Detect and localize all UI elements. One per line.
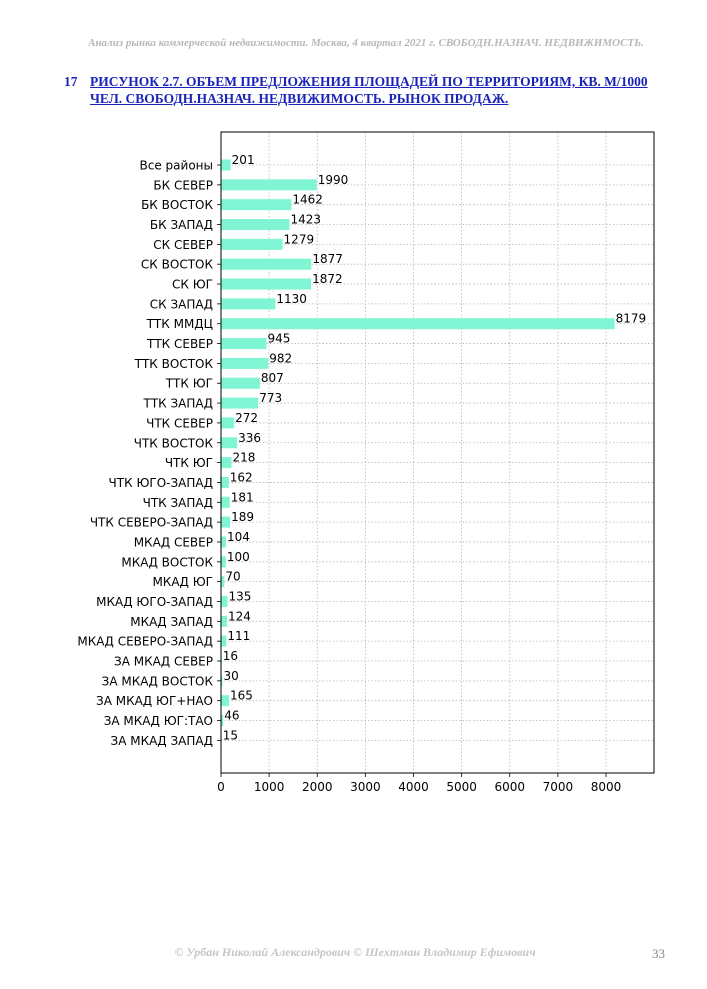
category-label: ЧТК ЮГ (164, 456, 213, 471)
category-label: СК ЗАПАД (149, 297, 213, 312)
bar-value-label: 1130 (276, 291, 307, 306)
x-tick-label: 1000 (253, 780, 285, 794)
bar (221, 318, 615, 329)
bar (221, 279, 311, 290)
category-label: ЗА МКАД ЮГ:ТАО (103, 714, 213, 729)
bar-value-label: 111 (227, 629, 251, 644)
x-tick-label: 0 (217, 780, 225, 794)
x-tick-label: 7000 (542, 780, 574, 794)
bar-value-label: 1279 (283, 232, 315, 247)
bar (221, 179, 317, 190)
category-label: ЗА МКАД ЗАПАД (110, 733, 213, 748)
bar (221, 477, 229, 488)
x-tick-label: 6000 (494, 780, 526, 794)
category-label: СК СЕВЕР (153, 237, 213, 252)
bar (221, 636, 226, 647)
figure-title: РИСУНОК 2.7. ОБЪЕМ ПРЕДЛОЖЕНИЯ ПЛОЩАДЕЙ ПО ТЕРРИТОРИЯМ, КВ. М/1000 ЧЕЛ. СВОБОДН.НАЗНАЧ. НЕДВИЖИМОСТЬ. РЫНОК ПРОДАЖ. (90, 74, 648, 106)
bar (221, 695, 229, 706)
category-label: ЧТК ЮГО-ЗАПАД (108, 475, 213, 490)
category-label: БК ЗАПАД (149, 218, 213, 233)
bar (221, 298, 275, 309)
bar (221, 517, 230, 528)
bar (221, 556, 226, 567)
bar-value-label: 201 (231, 153, 255, 167)
bar (221, 160, 231, 171)
x-tick-label: 3000 (350, 780, 381, 794)
footer-authors: © Урбан Николай Александрович © Шехтман Владимир Ефимович (174, 945, 536, 959)
bar-value-label: 1423 (290, 212, 322, 227)
bar (221, 219, 289, 230)
bar (221, 536, 226, 547)
category-label: МКАД СЕВЕРО-ЗАПАД (77, 634, 213, 649)
category-label: ТТК ММДЦ (146, 317, 213, 332)
bar (221, 576, 224, 587)
x-tick-label: 2000 (301, 780, 333, 794)
bar-value-label: 100 (226, 549, 250, 564)
bar-value-label: 272 (235, 410, 258, 425)
category-label: Все районы (139, 158, 213, 173)
bar-value-label: 807 (260, 371, 284, 386)
category-label: МКАД ЗАПАД (130, 614, 213, 629)
figure-number: 17 (64, 74, 78, 89)
bar (221, 398, 258, 409)
bar-value-label: 70 (225, 569, 241, 584)
category-label: МКАД ВОСТОК (121, 555, 213, 570)
x-tick-label: 4000 (398, 780, 429, 794)
bar-value-label: 982 (269, 351, 293, 366)
bar-value-label: 46 (224, 708, 240, 723)
bar (221, 457, 231, 468)
x-tick-label: 8000 (590, 780, 622, 794)
category-label: МКАД СЕВЕР (133, 535, 213, 550)
category-label: ЗА МКАД ЮГ+НАО (96, 694, 213, 709)
category-label: ЗА МКАД ВОСТОК (101, 674, 213, 689)
category-label: ТТК СЕВЕР (146, 337, 213, 352)
bar (221, 358, 268, 369)
category-label: СК ЮГ (172, 277, 213, 292)
bar (221, 199, 291, 210)
category-label: ТТК ВОСТОК (134, 356, 213, 371)
bar-value-label: 104 (227, 529, 250, 544)
category-label: МКАД ЮГО-ЗАПАД (96, 594, 213, 609)
category-label: ТТК ЮГ (165, 376, 213, 391)
bar-value-label: 165 (229, 688, 253, 703)
category-label: ЧТК СЕВЕРО-ЗАПАД (89, 515, 213, 530)
bar-value-label: 181 (230, 490, 254, 505)
category-label: ТТК ЗАПАД (143, 396, 213, 411)
bar-value-label: 945 (267, 331, 291, 346)
category-label: ЧТК ВОСТОК (133, 436, 213, 451)
bar (221, 596, 227, 607)
bar-value-label: 30 (223, 668, 239, 683)
bar-value-label: 773 (259, 391, 283, 406)
bar-value-label: 1462 (292, 192, 323, 207)
bar (221, 259, 311, 270)
chart-bars (221, 160, 615, 746)
chart-x-ticks (217, 773, 621, 794)
bar (221, 616, 227, 627)
bar-value-label: 162 (229, 470, 253, 485)
category-label: ЗА МКАД СЕВЕР (114, 654, 213, 669)
bar (221, 497, 230, 508)
bar-value-label: 189 (231, 510, 255, 525)
page-number: 33 (652, 946, 665, 961)
category-label: ЧТК СЕВЕР (146, 416, 213, 431)
bar-value-label: 1990 (317, 172, 349, 187)
bar-value-label: 15 (222, 728, 239, 743)
category-label: СК ВОСТОК (140, 257, 213, 272)
bar-value-label: 1872 (312, 272, 343, 287)
bar (221, 378, 260, 389)
category-label: МКАД ЮГ (152, 575, 213, 590)
document-header: Анализ рынка коммерческой недвижимости. Москва, 4 квартал 2021 г. СВОБОДН.НАЗНАЧ. НЕДВИЖИМОСТЬ. (88, 37, 644, 49)
category-label: БК ВОСТОК (141, 198, 213, 213)
bar-value-label: 218 (232, 450, 256, 465)
bar (221, 338, 266, 349)
bar (221, 239, 283, 250)
bar-value-label: 124 (227, 609, 251, 624)
bar (221, 417, 234, 428)
bar-value-label: 336 (238, 430, 262, 445)
bar (221, 437, 237, 448)
chart-value-labels (223, 153, 646, 742)
chart-category-labels (77, 159, 221, 748)
bar-value-label: 135 (228, 589, 252, 604)
bar-value-label: 16 (222, 649, 239, 663)
bar-value-label: 8179 (615, 311, 647, 326)
x-tick-label: 5000 (446, 780, 477, 794)
category-label: БК СЕВЕР (153, 178, 213, 193)
category-label: ЧТК ЗАПАД (142, 495, 213, 510)
bar-value-label: 1877 (312, 252, 343, 267)
